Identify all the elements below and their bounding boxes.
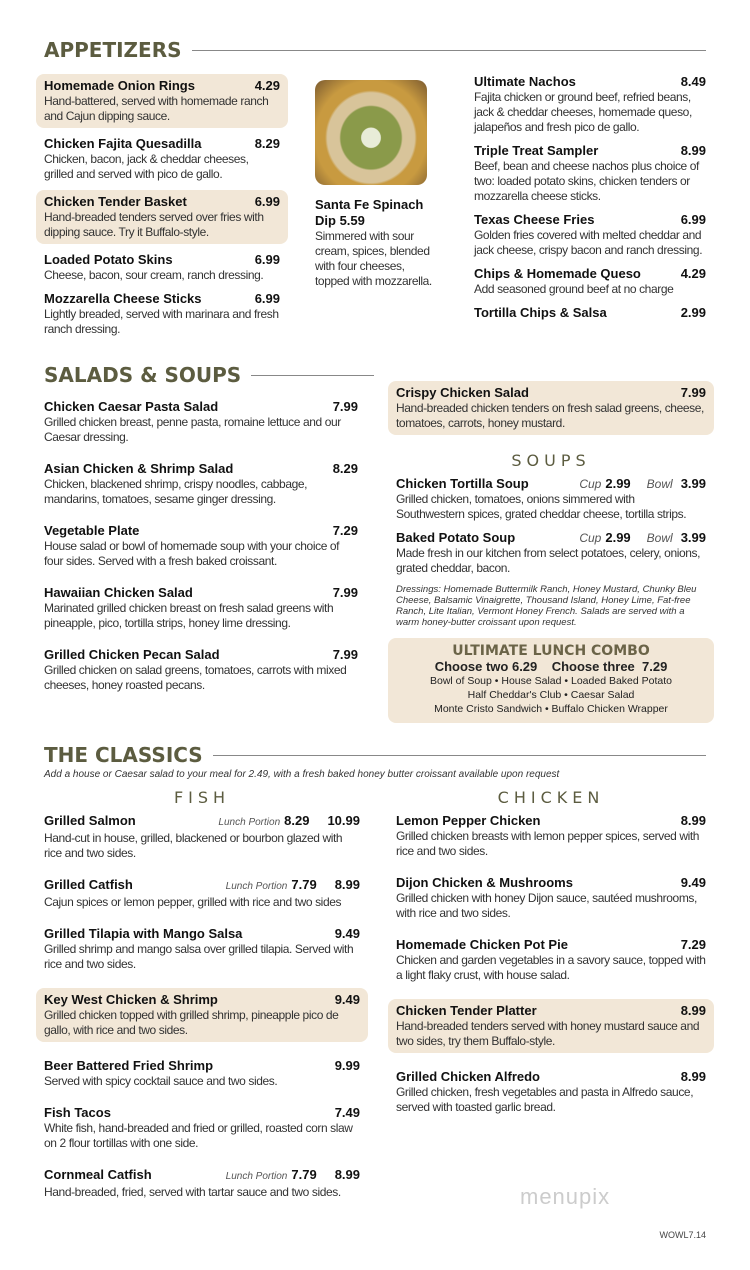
- menu-item: [44, 523, 358, 569]
- item-description: Chicken, blackened shrimp, crispy noodles, cabbage, mandarins, tomatoes, sesame ginger dressing.: [44, 477, 308, 506]
- item-description: Grilled chicken breast, penne pasta, romaine lettuce and our Caesar dressing.: [44, 415, 341, 444]
- item-price: 7.99: [332, 399, 358, 414]
- item-price: 7.29: [680, 937, 706, 952]
- menu-item: [44, 291, 280, 337]
- salads-header: [44, 363, 374, 387]
- item-name: Chicken Tender Platter: [396, 1003, 537, 1018]
- classics-heading: THE CLASSICS: [44, 743, 203, 767]
- item-price: 7.49: [334, 1105, 360, 1120]
- menu-item: [44, 813, 360, 861]
- fish-heading: FISH: [173, 788, 231, 807]
- chicken-heading: CHICKEN: [497, 788, 605, 807]
- classics-header: [44, 743, 706, 767]
- appetizers-column-middle: [315, 74, 439, 297]
- item-name: Lemon Pepper Chicken: [396, 813, 541, 828]
- item-price: 9.49: [334, 926, 360, 941]
- menu-item: [44, 461, 358, 507]
- menu-item: [474, 212, 706, 258]
- menu-item: [44, 1167, 360, 1200]
- item-description: Golden fries covered with melted cheddar and jack cheese, crispy bacon and ranch dressing.: [474, 228, 703, 257]
- combo-line: Bowl of Soup • House Salad • Loaded Baked Potato: [429, 675, 673, 687]
- menu-item: [474, 143, 706, 204]
- item-name: Grilled Catfish: [44, 877, 133, 892]
- bowl-label: Bowl: [646, 477, 673, 491]
- menu-item: [44, 399, 358, 445]
- item-name: Loaded Potato Skins: [44, 252, 173, 267]
- item-description: Chicken and garden vegetables in a savory sauce, topped with a light flaky crust, with house salad.: [396, 953, 706, 982]
- item-name: Grilled Chicken Alfredo: [396, 1069, 540, 1084]
- menu-item: [44, 136, 280, 182]
- item-price: 7.29: [332, 523, 358, 538]
- menu-item: [36, 988, 368, 1042]
- item-description: Hand-battered, served with homemade ranch and Cajun dipping sauce.: [44, 94, 269, 123]
- item-price: 8.99: [334, 1167, 360, 1182]
- item-description: Cheese, bacon, sour cream, ranch dressing.: [44, 268, 264, 282]
- lunch-price: 8.29: [284, 813, 310, 828]
- item-price: 7.99: [332, 585, 358, 600]
- menu-item: [44, 1058, 360, 1089]
- menu-item: [396, 530, 706, 576]
- item-price: 8.99: [334, 877, 360, 892]
- item-description: Hand-breaded chicken tenders on fresh salad greens, cheese, tomatoes, carrots, honey mustard.: [396, 401, 704, 430]
- item-name: Chicken Tender Basket: [44, 194, 187, 209]
- item-name: Asian Chicken & Shrimp Salad: [44, 461, 234, 476]
- item-description: Grilled chicken topped with grilled shrimp, pineapple pico de gallo, with rice and two sides.: [44, 1008, 339, 1037]
- cup-price: 2.99: [605, 530, 631, 545]
- item-name: Triple Treat Sampler: [474, 143, 599, 158]
- salads-soups-heading: SALADS & SOUPS: [44, 363, 242, 387]
- lunch-price: 7.79: [291, 877, 317, 892]
- footer-code: WOWL7.14: [659, 1230, 706, 1240]
- item-price: 3.99: [680, 530, 706, 545]
- item-price: 8.99: [680, 813, 706, 828]
- menu-item: [44, 1105, 360, 1151]
- cup-label: Cup: [579, 477, 602, 491]
- cup-price: 2.99: [605, 476, 631, 491]
- menu-item: [474, 74, 706, 135]
- item-name: Beer Battered Fried Shrimp: [44, 1058, 214, 1073]
- item-description: Grilled chicken, fresh vegetables and pasta in Alfredo sauce, served with toasted garlic bread.: [396, 1085, 694, 1114]
- item-description: Grilled chicken with honey Dijon sauce, sautéed mushrooms, with rice and two sides.: [396, 891, 697, 920]
- item-price: 5.59: [339, 213, 365, 228]
- item-name: Tortilla Chips & Salsa: [474, 305, 607, 320]
- item-price: 6.99: [254, 291, 280, 306]
- chicken-column: [396, 780, 706, 1131]
- lunch-portion-label: Lunch Portion: [225, 1171, 288, 1182]
- appetizers-column-left: [44, 74, 280, 345]
- menu-item: [396, 476, 706, 522]
- appetizers-header: [44, 38, 706, 62]
- item-price: 8.49: [680, 74, 706, 89]
- appetizers-column-right: [474, 74, 706, 329]
- item-name: Chicken Caesar Pasta Salad: [44, 399, 219, 414]
- watermark-logo: menupix: [520, 1184, 611, 1209]
- divider: [192, 50, 706, 51]
- item-description: Marinated grilled chicken breast on fresh salad greens with pineapple, pico, tortilla strips, honey lime dressing.: [44, 601, 334, 630]
- item-name: Chicken Tortilla Soup: [396, 476, 529, 491]
- menu-item: [44, 252, 280, 283]
- item-price: 8.99: [680, 1003, 706, 1018]
- menu-item: [388, 999, 714, 1053]
- menu-item: [36, 190, 288, 244]
- item-price: 9.49: [680, 875, 706, 890]
- menu-item: [396, 875, 706, 921]
- item-description: Add seasoned ground beef at no charge: [474, 282, 674, 296]
- item-name: Santa Fe Spinach Dip: [315, 197, 424, 228]
- item-name: Crispy Chicken Salad: [396, 385, 529, 400]
- classics-section: [44, 743, 706, 1216]
- item-description: Grilled chicken on salad greens, tomatoes, carrots with mixed cheeses, honey roasted pecans.: [44, 663, 347, 692]
- item-description: Chicken, bacon, jack & cheddar cheeses, grilled and served with pico de gallo.: [44, 152, 249, 181]
- combo-line: Monte Cristo Sandwich • Buffalo Chicken Wrapper: [434, 703, 668, 715]
- menu-item: [396, 813, 706, 859]
- item-price: 9.99: [334, 1058, 360, 1073]
- lunch-combo: [388, 638, 714, 723]
- item-name: Grilled Chicken Pecan Salad: [44, 647, 220, 662]
- menu-item: [474, 266, 706, 297]
- item-price: 8.99: [680, 1069, 706, 1084]
- item-name: Hawaiian Chicken Salad: [44, 585, 193, 600]
- item-price: 6.99: [254, 252, 280, 267]
- classics-note: Add a house or Caesar salad to your meal for 2.49, with a fresh baked honey butter croissant available upon request: [44, 769, 560, 780]
- item-price: 8.29: [332, 461, 358, 476]
- item-name: Grilled Salmon: [44, 813, 136, 828]
- item-name: Key West Chicken & Shrimp: [44, 992, 218, 1007]
- item-price: 10.99: [327, 813, 360, 828]
- divider: [251, 375, 374, 376]
- spinach-dip-photo: [315, 80, 427, 185]
- appetizers-section: [44, 38, 706, 345]
- fish-column: [44, 780, 360, 1216]
- item-name: Ultimate Nachos: [474, 74, 576, 89]
- item-price: 7.99: [332, 647, 358, 662]
- bowl-label: Bowl: [646, 531, 673, 545]
- item-description: Beef, bean and cheese nachos plus choice of two: loaded potato skins, chicken tenders or mozzarella cheese sticks.: [474, 159, 699, 203]
- menu-item: [474, 305, 706, 321]
- item-description: Hand-breaded, fried, served with tartar sauce and two sides.: [44, 1185, 341, 1199]
- item-description: Fajita chicken or ground beef, refried beans, jack & cheddar cheeses, homemade queso, jalapeños and fresh pico de gallo.: [474, 90, 692, 134]
- combo-line: Half Cheddar's Club • Caesar Salad: [467, 689, 635, 701]
- menu-item: [44, 926, 360, 972]
- menu-item: [388, 381, 714, 435]
- item-name: Baked Potato Soup: [396, 530, 516, 545]
- salads-soups-section: [44, 363, 706, 723]
- crispy-salad-slot: [396, 381, 706, 443]
- item-price: 2.99: [680, 305, 706, 320]
- lunch-price: 7.79: [291, 1167, 317, 1182]
- item-name: Homemade Chicken Pot Pie: [396, 937, 568, 952]
- dressings-note: Dressings: Homemade Buttermilk Ranch, Honey Mustard, Chunky Bleu Cheese, Balsamic Vinaigrette, Thousand Island, Honey Lime, Fat-free Ranch, Lite Italian, Vermont Honey French. Salads are served with a warm honey-butter croissant upon request.: [396, 584, 697, 628]
- item-description: Hand-breaded tenders served with honey mustard sauce and two sides, try them Buffalo-style.: [396, 1019, 700, 1048]
- menu-item: [36, 74, 288, 128]
- item-price: 6.99: [680, 212, 706, 227]
- item-price: 4.29: [254, 78, 280, 93]
- item-name: Mozzarella Cheese Sticks: [44, 291, 202, 306]
- item-name: Grilled Tilapia with Mango Salsa: [44, 926, 243, 941]
- item-name: Dijon Chicken & Mushrooms: [396, 875, 573, 890]
- item-name: Homemade Onion Rings: [44, 78, 195, 93]
- item-description: Grilled shrimp and mango salsa over grilled tilapia. Served with rice and two sides.: [44, 942, 354, 971]
- item-name: Cornmeal Catfish: [44, 1167, 152, 1182]
- salads-column-left: [44, 399, 358, 709]
- appetizers-columns: [44, 74, 706, 345]
- menu-item: [44, 877, 360, 910]
- appetizers-heading: APPETIZERS: [44, 38, 182, 62]
- item-description: Made fresh in our kitchen from select potatoes, celery, onions, grated cheddar, bacon.: [396, 546, 701, 575]
- item-price: 8.99: [680, 143, 706, 158]
- item-description: Grilled chicken breasts with lemon pepper spices, served with rice and two sides.: [396, 829, 700, 858]
- item-description: Grilled chicken, tomatoes, onions simmered with Southwestern spices, grated cheddar cheese, tortilla strips.: [396, 492, 687, 521]
- item-name: Chips & Homemade Queso: [474, 266, 641, 281]
- combo-prices: Choose two 6.29 Choose three 7.29: [434, 659, 668, 674]
- item-name: Fish Tacos: [44, 1105, 111, 1120]
- soups-heading: SOUPS: [511, 451, 591, 470]
- item-description: Simmered with sour cream, spices, blended with four cheeses, topped with mozzarella.: [315, 229, 432, 288]
- menu-item: [396, 937, 706, 983]
- item-description: Hand-cut in house, grilled, blackened or bourbon glazed with rice and two sides.: [44, 831, 343, 860]
- lunch-portion-label: Lunch Portion: [225, 881, 288, 892]
- item-price: 8.29: [254, 136, 280, 151]
- combo-title: ULTIMATE LUNCH COMBO: [452, 643, 650, 659]
- item-name: Texas Cheese Fries: [474, 212, 595, 227]
- item-description: Lightly breaded, served with marinara and fresh ranch dressing.: [44, 307, 279, 336]
- item-price: 9.49: [334, 992, 360, 1007]
- item-name: Chicken Fajita Quesadilla: [44, 136, 202, 151]
- cup-label: Cup: [579, 531, 602, 545]
- salads-column-right: [396, 381, 706, 723]
- item-description: Served with spicy cocktail sauce and two sides.: [44, 1074, 278, 1088]
- menu-item: [315, 197, 439, 289]
- lunch-portion-label: Lunch Portion: [218, 817, 281, 828]
- divider: [213, 755, 706, 756]
- item-name: Vegetable Plate: [44, 523, 140, 538]
- menu-item: [44, 647, 358, 693]
- item-description: White fish, hand-breaded and fried or grilled, roasted corn slaw on 2 flour tortillas with one side.: [44, 1121, 353, 1150]
- menu-item: [396, 1069, 706, 1115]
- soups-list: [396, 476, 706, 584]
- item-price: 3.99: [680, 476, 706, 491]
- item-price: 4.29: [680, 266, 706, 281]
- item-description: House salad or bowl of homemade soup with your choice of four sides. Served with a fresh baked croissant.: [44, 539, 340, 568]
- item-price: 6.99: [254, 194, 280, 209]
- salads-columns: [44, 385, 706, 723]
- item-description: Cajun spices or lemon pepper, grilled with rice and two sides: [44, 895, 342, 909]
- item-description: Hand-breaded tenders served over fries with dipping sauce. Try it Buffalo-style.: [44, 210, 264, 239]
- menu-item: [44, 585, 358, 631]
- classics-columns: [44, 780, 706, 1216]
- item-price: 7.99: [680, 385, 706, 400]
